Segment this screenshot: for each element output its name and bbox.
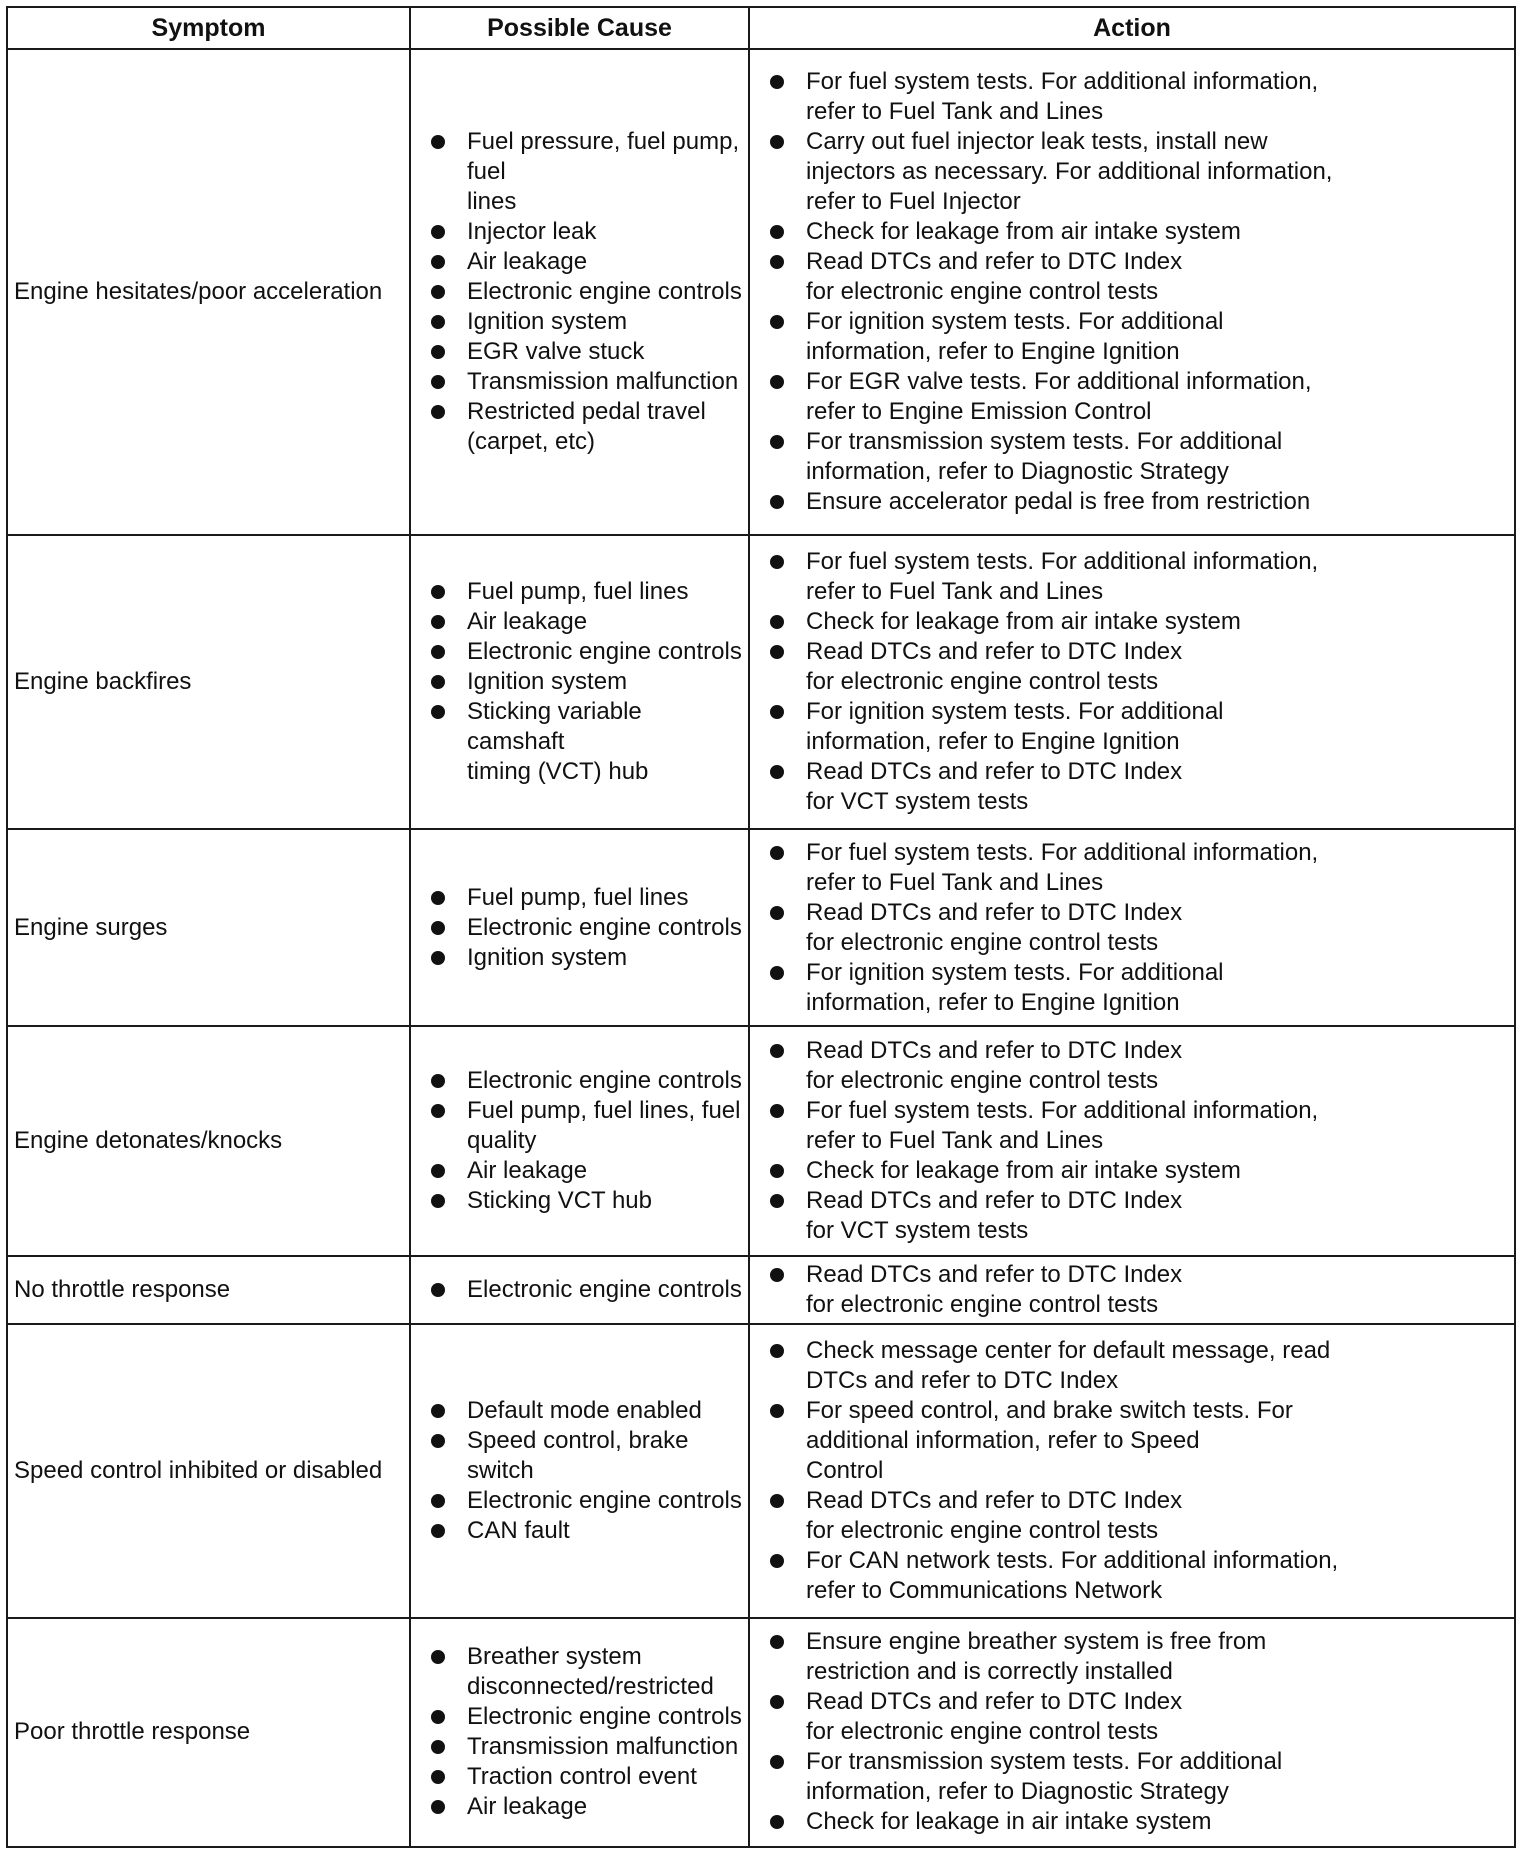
bullet-icon: [431, 645, 445, 659]
bullet-icon: [431, 1074, 445, 1088]
list-item: [770, 1156, 1508, 1186]
bullet-list: [770, 838, 1508, 1018]
list-item-text: quality: [467, 1126, 537, 1154]
bullet-icon: [431, 1404, 445, 1418]
bullet-icon: [770, 315, 784, 329]
bullet-icon: [431, 1800, 445, 1814]
symptom-cell: No throttle response: [7, 1256, 410, 1325]
bullet-icon: [770, 966, 784, 980]
bullet-icon: [431, 285, 445, 299]
list-item-text: disconnected/restricted: [467, 1673, 714, 1701]
list-item-text: restriction and is correctly installed: [806, 1658, 1173, 1686]
list-item: [770, 838, 1508, 898]
list-item: [431, 1275, 742, 1305]
list-item-text: Read DTCs and refer to DTC Index: [806, 1036, 1183, 1064]
bullet-icon: [431, 1194, 445, 1208]
list-item: [431, 277, 742, 307]
list-item-text: for electronic engine control tests: [806, 278, 1159, 306]
bullet-icon: [770, 645, 784, 659]
list-item-text: Traction control event: [467, 1763, 697, 1791]
list-item-text: DTCs and refer to DTC Index: [806, 1366, 1119, 1394]
list-item: [770, 697, 1508, 757]
table-row: [7, 535, 1515, 829]
symptom-cell: Engine surges: [7, 829, 410, 1026]
list-item-text: Read DTCs and refer to DTC Index: [806, 248, 1183, 276]
list-item-text: information, refer to Diagnostic Strategy: [806, 1778, 1229, 1806]
list-item: [770, 607, 1508, 637]
bullet-icon: [431, 345, 445, 359]
list-item: [770, 427, 1508, 487]
list-item-text: Fuel pump, fuel lines: [467, 578, 689, 606]
list-item: [431, 1762, 742, 1792]
list-item-text: refer to Fuel Tank and Lines: [806, 98, 1104, 126]
list-item-text: For CAN network tests. For additional information,: [806, 1546, 1339, 1574]
list-item: [770, 367, 1508, 427]
list-item-text: for electronic engine control tests: [806, 1718, 1159, 1746]
list-item: [770, 1687, 1508, 1747]
list-item-text: refer to Communications Network: [806, 1576, 1163, 1604]
bullet-icon: [770, 1494, 784, 1508]
list-item-text: for VCT system tests: [806, 1216, 1029, 1244]
bullet-icon: [770, 1044, 784, 1058]
list-item-text: Fuel pump, fuel lines: [467, 883, 689, 911]
list-item: [770, 1486, 1508, 1546]
bullet-icon: [770, 1815, 784, 1829]
bullet-icon: [770, 1194, 784, 1208]
table-row: [7, 1618, 1515, 1847]
bullet-icon: [770, 1554, 784, 1568]
list-item: [431, 307, 742, 337]
action-cell: [749, 1026, 1515, 1255]
list-item-text: Check for leakage from air intake system: [806, 608, 1241, 636]
list-item-text: Electronic engine controls: [467, 278, 742, 306]
list-item-text: for electronic engine control tests: [806, 1066, 1159, 1094]
bullet-icon: [431, 1164, 445, 1178]
bullet-icon: [431, 375, 445, 389]
list-item: [431, 577, 742, 607]
list-item: [431, 697, 742, 787]
bullet-list: [431, 127, 742, 457]
list-item-text: refer to Fuel Tank and Lines: [806, 1126, 1104, 1154]
bullet-list: [770, 1627, 1508, 1837]
list-item-text: Check message center for default message, read: [806, 1336, 1331, 1364]
list-item-text: For fuel system tests. For additional information,: [806, 1096, 1319, 1124]
list-item: [770, 1747, 1508, 1807]
symptom-cell: Engine detonates/knocks: [7, 1026, 410, 1255]
bullet-list: [770, 547, 1508, 817]
list-item: [431, 1792, 742, 1822]
bullet-icon: [431, 705, 445, 719]
bullet-icon: [431, 615, 445, 629]
bullet-icon: [431, 1770, 445, 1784]
list-item: [431, 637, 742, 667]
cause-cell: [410, 1324, 749, 1618]
bullet-icon: [431, 1650, 445, 1664]
list-item-text: EGR valve stuck: [467, 338, 645, 366]
bullet-icon: [770, 1104, 784, 1118]
bullet-icon: [770, 1695, 784, 1709]
table-row: [7, 1256, 1515, 1325]
cause-cell: [410, 829, 749, 1026]
list-item: [431, 337, 742, 367]
list-item: [431, 1516, 742, 1546]
bullet-icon: [770, 1755, 784, 1769]
list-item: [770, 1396, 1508, 1486]
list-item: [770, 67, 1508, 127]
table-row: [7, 1324, 1515, 1618]
list-item-text: lines: [467, 188, 517, 216]
list-item: [770, 1336, 1508, 1396]
list-item-text: Fuel pump, fuel lines, fuel: [467, 1096, 741, 1124]
list-item-text: Injector leak: [467, 218, 597, 246]
bullet-list: [431, 1066, 742, 1216]
bullet-icon: [431, 315, 445, 329]
bullet-list: [770, 1036, 1508, 1246]
list-item: [770, 1186, 1508, 1246]
bullet-list: [770, 67, 1508, 517]
symptom-cell: Poor throttle response: [7, 1618, 410, 1847]
bullet-icon: [770, 1164, 784, 1178]
list-item-text: Air leakage: [467, 1156, 588, 1184]
bullet-list: [770, 1260, 1508, 1320]
bullet-icon: [431, 405, 445, 419]
list-item-text: Ensure accelerator pedal is free from restriction: [806, 488, 1311, 516]
list-item: [770, 307, 1508, 367]
list-item-text: injectors as necessary. For additional information,: [806, 158, 1333, 186]
symptom-cell: Engine backfires: [7, 535, 410, 829]
list-item-text: For EGR valve tests. For additional information,: [806, 368, 1312, 396]
list-item-text: Read DTCs and refer to DTC Index: [806, 1688, 1183, 1716]
list-item: [431, 1186, 742, 1216]
list-item-text: Sticking variable camshaft: [467, 698, 642, 756]
list-item: [770, 127, 1508, 217]
list-item-text: refer to Fuel Tank and Lines: [806, 578, 1104, 606]
list-item-text: for electronic engine control tests: [806, 1516, 1159, 1544]
bullet-icon: [770, 1344, 784, 1358]
list-item-text: Sticking VCT hub: [467, 1186, 652, 1214]
list-item-text: Default mode enabled: [467, 1396, 702, 1424]
list-item: [431, 607, 742, 637]
bullet-icon: [770, 75, 784, 89]
action-cell: [749, 1256, 1515, 1325]
table-row: [7, 829, 1515, 1026]
diagnosis-table: [6, 6, 1516, 1848]
list-item: [431, 367, 742, 397]
list-item: [431, 883, 742, 913]
list-item-text: For ignition system tests. For additional: [806, 698, 1224, 726]
list-item-text: Electronic engine controls: [467, 1703, 742, 1731]
list-item-text: Ignition system: [467, 668, 628, 696]
list-item-text: Electronic engine controls: [467, 638, 742, 666]
list-item: [431, 247, 742, 277]
bullet-icon: [431, 951, 445, 965]
list-item-text: Speed control, brake switch: [467, 1426, 689, 1484]
list-item-text: For fuel system tests. For additional information,: [806, 68, 1319, 96]
list-item: [770, 637, 1508, 697]
list-item-text: For speed control, and brake switch tests. For: [806, 1396, 1293, 1424]
bullet-icon: [431, 921, 445, 935]
list-item-text: information, refer to Engine Ignition: [806, 728, 1180, 756]
list-item-text: For ignition system tests. For additional: [806, 308, 1224, 336]
list-item-text: for electronic engine control tests: [806, 668, 1159, 696]
bullet-icon: [431, 891, 445, 905]
list-item-text: information, refer to Engine Ignition: [806, 338, 1180, 366]
list-item-text: for electronic engine control tests: [806, 1290, 1159, 1318]
bullet-icon: [770, 1268, 784, 1282]
list-item-text: For fuel system tests. For additional information,: [806, 548, 1319, 576]
bullet-icon: [431, 1104, 445, 1118]
list-item: [770, 1096, 1508, 1156]
bullet-list: [431, 1396, 742, 1546]
list-item-text: Ensure engine breather system is free from: [806, 1628, 1267, 1656]
list-item: [770, 547, 1508, 607]
bullet-icon: [770, 225, 784, 239]
list-item-text: additional information, refer to Speed: [806, 1426, 1200, 1454]
list-item-text: For ignition system tests. For additional: [806, 958, 1224, 986]
list-item-text: Check for leakage in air intake system: [806, 1808, 1212, 1836]
bullet-icon: [770, 255, 784, 269]
bullet-list: [770, 1336, 1508, 1606]
header-action: Action: [749, 7, 1515, 49]
bullet-list: [431, 1275, 742, 1305]
header-possible-cause: Possible Cause: [410, 7, 749, 49]
list-item: [431, 667, 742, 697]
bullet-list: [431, 577, 742, 787]
bullet-icon: [770, 615, 784, 629]
list-item-text: information, refer to Diagnostic Strategy: [806, 458, 1229, 486]
list-item-text: refer to Fuel Injector: [806, 188, 1021, 216]
bullet-icon: [431, 1710, 445, 1724]
list-item-text: CAN fault: [467, 1516, 570, 1544]
bullet-list: [431, 1642, 742, 1822]
list-item: [770, 487, 1508, 517]
list-item-text: Breather system: [467, 1643, 642, 1671]
list-item-text: timing (VCT) hub: [467, 758, 649, 786]
list-item-text: Air leakage: [467, 248, 588, 276]
list-item: [770, 247, 1508, 307]
bullet-icon: [770, 765, 784, 779]
list-item-text: For fuel system tests. For additional information,: [806, 838, 1319, 866]
list-item-text: Control: [806, 1456, 884, 1484]
list-item: [770, 898, 1508, 958]
list-item-text: Read DTCs and refer to DTC Index: [806, 758, 1183, 786]
list-item-text: Electronic engine controls: [467, 1486, 742, 1514]
list-item: [770, 1546, 1508, 1606]
list-item-text: for electronic engine control tests: [806, 928, 1159, 956]
bullet-icon: [431, 1524, 445, 1538]
list-item-text: Carry out fuel injector leak tests, install new: [806, 128, 1268, 156]
list-item: [431, 397, 742, 457]
list-item-text: Read DTCs and refer to DTC Index: [806, 1186, 1183, 1214]
action-cell: [749, 1324, 1515, 1618]
list-item: [770, 757, 1508, 817]
bullet-icon: [431, 225, 445, 239]
bullet-icon: [431, 255, 445, 269]
bullet-icon: [770, 1404, 784, 1418]
action-cell: [749, 1618, 1515, 1847]
cause-cell: [410, 535, 749, 829]
list-item-text: Air leakage: [467, 608, 588, 636]
list-item-text: For transmission system tests. For additional: [806, 428, 1283, 456]
list-item: [431, 1426, 742, 1486]
bullet-icon: [770, 375, 784, 389]
list-item: [770, 1036, 1508, 1096]
list-item-text: Transmission malfunction: [467, 368, 739, 396]
list-item: [770, 1807, 1508, 1837]
cause-cell: [410, 49, 749, 535]
list-item-text: Electronic engine controls: [467, 1066, 742, 1094]
list-item-text: Check for leakage from air intake system: [806, 218, 1241, 246]
list-item-text: Check for leakage from air intake system: [806, 1156, 1241, 1184]
header-symptom: Symptom: [7, 7, 410, 49]
bullet-icon: [431, 1434, 445, 1448]
cause-cell: [410, 1256, 749, 1325]
bullet-icon: [770, 705, 784, 719]
action-cell: [749, 49, 1515, 535]
list-item: [431, 1156, 742, 1186]
list-item: [770, 1627, 1508, 1687]
list-item: [770, 1260, 1508, 1320]
bullet-icon: [431, 1494, 445, 1508]
list-item-text: refer to Fuel Tank and Lines: [806, 868, 1104, 896]
bullet-icon: [770, 555, 784, 569]
list-item-text: For transmission system tests. For additional: [806, 1748, 1283, 1776]
list-item: [431, 217, 742, 247]
list-item-text: Restricted pedal travel: [467, 398, 706, 426]
list-item-text: (carpet, etc): [467, 428, 596, 456]
list-item: [431, 1486, 742, 1516]
list-item-text: Transmission malfunction: [467, 1733, 739, 1761]
list-item-text: Ignition system: [467, 308, 628, 336]
list-item: [431, 913, 742, 943]
list-item-text: refer to Engine Emission Control: [806, 398, 1152, 426]
list-item: [431, 943, 742, 973]
list-item-text: Electronic engine controls: [467, 913, 742, 941]
list-item-text: Fuel pressure, fuel pump, fuel: [467, 128, 740, 186]
cause-cell: [410, 1026, 749, 1255]
table-row: [7, 49, 1515, 535]
bullet-icon: [431, 1283, 445, 1297]
bullet-icon: [770, 435, 784, 449]
bullet-icon: [770, 1635, 784, 1649]
list-item-text: information, refer to Engine Ignition: [806, 988, 1180, 1016]
list-item-text: Read DTCs and refer to DTC Index: [806, 898, 1183, 926]
list-item: [770, 217, 1508, 247]
bullet-icon: [770, 846, 784, 860]
bullet-icon: [431, 585, 445, 599]
bullet-icon: [770, 135, 784, 149]
list-item: [770, 958, 1508, 1018]
cause-cell: [410, 1618, 749, 1847]
list-item-text: Read DTCs and refer to DTC Index: [806, 1260, 1183, 1288]
bullet-list: [431, 883, 742, 973]
list-item: [431, 1732, 742, 1762]
table-row: [7, 1026, 1515, 1255]
bullet-icon: [770, 906, 784, 920]
bullet-icon: [770, 495, 784, 509]
symptom-cell: Speed control inhibited or disabled: [7, 1324, 410, 1618]
list-item: [431, 1096, 742, 1156]
bullet-icon: [431, 675, 445, 689]
list-item-text: Electronic engine controls: [467, 1275, 742, 1303]
list-item: [431, 127, 742, 217]
list-item: [431, 1396, 742, 1426]
list-item-text: Read DTCs and refer to DTC Index: [806, 638, 1183, 666]
bullet-icon: [431, 135, 445, 149]
header-row: [7, 7, 1515, 49]
action-cell: [749, 535, 1515, 829]
action-cell: [749, 829, 1515, 1026]
list-item-text: for VCT system tests: [806, 788, 1029, 816]
symptom-cell: Engine hesitates/poor acceleration: [7, 49, 410, 535]
list-item-text: Read DTCs and refer to DTC Index: [806, 1486, 1183, 1514]
list-item: [431, 1066, 742, 1096]
bullet-icon: [431, 1740, 445, 1754]
list-item: [431, 1642, 742, 1702]
list-item: [431, 1702, 742, 1732]
list-item-text: Air leakage: [467, 1793, 588, 1821]
list-item-text: Ignition system: [467, 943, 628, 971]
